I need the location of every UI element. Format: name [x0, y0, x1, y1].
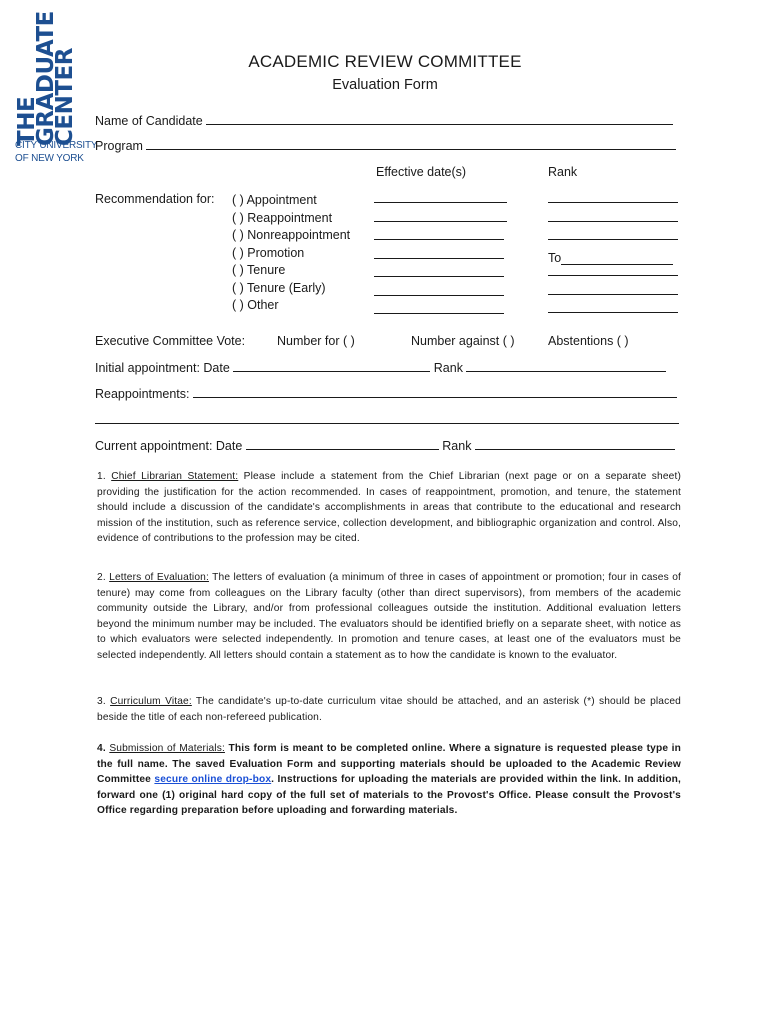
- program-field[interactable]: [146, 139, 676, 150]
- option-other[interactable]: ( ) Other: [232, 298, 279, 312]
- reappointments-row: [95, 387, 677, 401]
- logo-subtitle-line: OF NEW YORK: [15, 153, 84, 164]
- logo-title-line: THE: [14, 96, 40, 146]
- effective-date-field[interactable]: [374, 266, 504, 277]
- logo-title-line: GRADUATE: [33, 11, 59, 146]
- instruction-body: Please include a statement from the Chief Librarian (next page or on a separate sheet) providing the justification for the action recommended. In cases of reappointment, promotion, and tenure, the statement should include a discussion of the candidate's accomplishments in areas that contribute to the educational and research mission of the institution, such as reference service, collection development, and bibliographic organization and control. Also, evidence of contributions to the profession may be cited.: [97, 471, 682, 545]
- instruction-number: 4.: [97, 743, 106, 754]
- rank-header: Rank: [548, 165, 578, 179]
- vote-abstentions[interactable]: Abstentions ( ): [548, 334, 629, 348]
- effective-date-field[interactable]: [374, 303, 504, 314]
- current-rank-field[interactable]: [475, 439, 675, 450]
- effective-date-field[interactable]: [374, 248, 504, 259]
- initial-rank-field[interactable]: [466, 361, 666, 372]
- option-tenure[interactable]: ( ) Tenure: [232, 263, 286, 277]
- promotion-rank-row: [548, 248, 678, 266]
- candidate-name-label: Name of Candidate: [95, 114, 203, 128]
- current-appointment-label: Current appointment: Date: [95, 439, 243, 453]
- reappointments-label: Reappointments:: [95, 387, 190, 401]
- reappointments-continuation-row: [95, 413, 679, 427]
- instruction-heading: Curriculum Vitae:: [110, 696, 192, 707]
- instruction-heading: Submission of Materials:: [109, 743, 225, 754]
- current-appointment-date-field[interactable]: [246, 439, 439, 450]
- instruction-number: 3.: [97, 696, 106, 707]
- rank-field[interactable]: [561, 254, 673, 265]
- initial-rank-label: Rank: [433, 361, 463, 375]
- reappointments-field[interactable]: [193, 387, 677, 398]
- vote-label: Executive Committee Vote:: [95, 334, 246, 348]
- recommendation-label: Recommendation for:: [95, 192, 215, 206]
- initial-appointment-label: Initial appointment: Date: [95, 361, 230, 375]
- rank-field[interactable]: [548, 302, 678, 313]
- effective-date-fields: [374, 192, 507, 322]
- instruction-body: The letters of evaluation (a minimum of three in cases of appointment or promotion; four in cases of tenure) may come from colleagues on the Library faculty (other than direct supervisors), from members of the academic community outside the Library, and/or from professional colleagues outside the institution. Additional evaluation letters beyond the minimum number may be included. The evaluators should be identified briefly on a separate sheet, with notice as to which evaluators were selected independently. In promotion and tenure cases, at least one of the evaluators must be selected independently. All letters should contain a statement as to how the candidate is known to the evaluator.: [97, 572, 682, 661]
- initial-appointment-date-field[interactable]: [233, 361, 430, 372]
- form-subtitle: Evaluation Form: [332, 77, 438, 93]
- candidate-name-field[interactable]: [206, 114, 673, 125]
- instruction-heading: Chief Librarian Statement:: [111, 471, 239, 482]
- instruction-body: The candidate's up-to-date curriculum vitae should be attached, and an asterisk (*) should be placed beside the title of each non-refereed publication.: [97, 696, 681, 723]
- instruction-2: [97, 570, 681, 664]
- form-title: ACADEMIC REVIEW COMMITTEE: [248, 52, 522, 71]
- secure-dropbox-link[interactable]: secure online drop-box: [154, 774, 272, 786]
- option-tenure-early[interactable]: ( ) Tenure (Early): [232, 280, 326, 295]
- instruction-heading: Letters of Evaluation:: [109, 572, 209, 583]
- rank-field[interactable]: [548, 192, 678, 203]
- current-rank-label: Rank: [442, 439, 472, 453]
- rank-field[interactable]: [548, 265, 678, 276]
- vote-against[interactable]: Number against ( ): [411, 334, 515, 348]
- effective-date-field[interactable]: [374, 211, 507, 222]
- rank-field[interactable]: [548, 229, 678, 240]
- option-nonreappointment[interactable]: ( ) Nonreappointment: [232, 228, 351, 242]
- instruction-number: 1.: [97, 471, 106, 482]
- effective-date-field[interactable]: [374, 192, 507, 203]
- effective-dates-header: Effective date(s): [376, 165, 467, 179]
- instruction-1: [97, 469, 681, 547]
- instruction-body-continued: . Instructions for uploading the materials are provided within the link. In addition, forward one (1) original hard copy of the full set of materials to the Provost's Office. Please consult the Provost's Office regarding preparation before uploading and forwarding materials.: [97, 774, 681, 817]
- instruction-3: [97, 694, 681, 725]
- logo-title-line: CENTER: [52, 48, 78, 146]
- initial-appointment-row: [95, 361, 666, 375]
- rank-fields: [548, 192, 678, 321]
- current-appointment-row: [95, 439, 675, 453]
- option-appointment[interactable]: ( ) Appointment: [232, 193, 317, 207]
- vote-for[interactable]: Number for ( ): [277, 334, 355, 348]
- option-promotion[interactable]: ( ) Promotion: [232, 245, 305, 260]
- instruction-body: This form is meant to be completed online. Where a signature is requested please type in the full name. The saved Evaluation Form and supporting materials should be uploaded to the Academic Review Committee: [97, 743, 681, 786]
- rank-field[interactable]: [548, 211, 678, 222]
- effective-date-field[interactable]: [374, 285, 504, 296]
- logo-subtitle: [15, 139, 97, 165]
- option-reappointment[interactable]: ( ) Reappointment: [232, 210, 333, 225]
- recommendation-options: [232, 192, 350, 315]
- reappointments-field-2[interactable]: [95, 413, 679, 424]
- logo-subtitle-line: CITY UNIVERSITY: [15, 140, 98, 151]
- promotion-rank-to: To: [548, 251, 562, 265]
- rank-field[interactable]: [548, 284, 678, 295]
- effective-date-field[interactable]: [374, 229, 504, 240]
- instruction-4: [97, 741, 681, 819]
- program-row: [95, 139, 676, 153]
- instruction-number: 2.: [97, 572, 106, 583]
- candidate-name-row: [95, 114, 673, 128]
- program-label: Program: [95, 139, 143, 153]
